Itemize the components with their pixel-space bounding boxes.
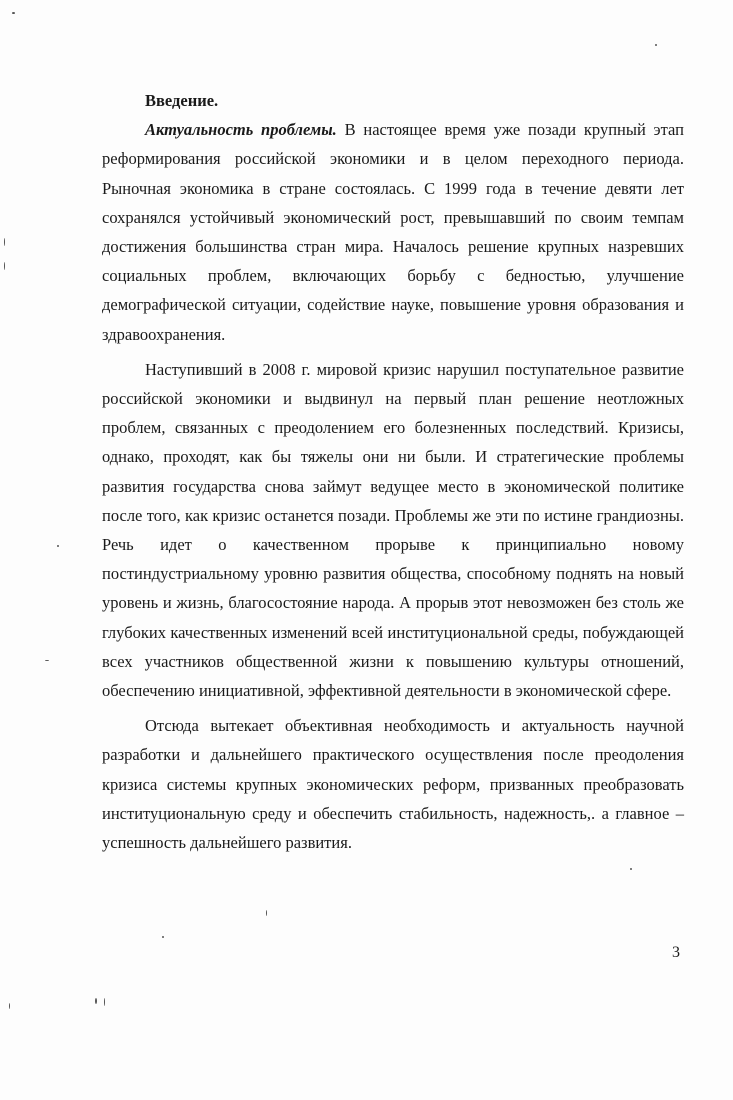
scan-speck bbox=[9, 1003, 10, 1009]
paragraph-lead-phrase: Актуальность проблемы. bbox=[145, 120, 337, 140]
scan-speck bbox=[95, 998, 97, 1004]
scan-speck bbox=[57, 545, 59, 547]
scan-speck bbox=[266, 910, 267, 916]
scan-speck bbox=[630, 868, 632, 870]
paragraph-text: Отсюда вытекает объективная необходимость и актуальность научной разработки и дальнейшего практического осуществления после преодоления кризиса системы крупных экономических реформ, призванных преобразовать институциональную среду и обеспечить стабильность, надежность,. а главное – успешность дальнейшего развития. bbox=[102, 716, 684, 853]
scan-speck bbox=[162, 936, 164, 938]
paragraph-crisis bbox=[102, 355, 684, 705]
scan-speck bbox=[104, 998, 105, 1006]
page-number: 3 bbox=[672, 944, 680, 961]
scan-speck bbox=[12, 12, 15, 14]
scan-speck bbox=[45, 660, 49, 661]
section-heading: Введение. bbox=[145, 91, 219, 110]
scan-speck bbox=[4, 262, 5, 270]
paragraph-text: Наступивший в 2008 г. мировой кризис нарушил поступательное развитие российской экономики и выдвинул на первый план решение неотложных проблем, связанных с преодолением его болезненных последствий. Кризисы, однако, проходят, как бы тяжелы они ни были. И стратегические проблемы развития государства снова займут ведущее место в экономической политике после того, как кризис останется позади. Проблемы же эти по истине грандиозны. Речь идет о качественном прорыве к принципиально новому постиндустриальному уровню развития общества, способному поднять на новый уровень и жизнь, благосостояние народа. А прорыв этот невозможен без столь же глубоких качественных изменений всей институциональной среды, побуждающей всех участников общественной жизни к повышению культуры отношений, обеспечению инициативной, эффективной деятельности в экономической сфере. bbox=[102, 359, 684, 701]
scan-speck bbox=[4, 238, 5, 246]
paragraph-text: В настоящее время уже позади крупный этап реформирования российской экономики и в целом переходного периода. Рыночная экономика в стране состоялась. С 1999 года в течение девяти лет сохранялся устойчивый экономический рост, превышавший по своим темпам достижения большинства стран мира. Началось решение крупных назревших социальных проблем, включающих борьбу с бедностью, улучшение демографической ситуации, содействие науке, повышение уровня образования и здравоохранения. bbox=[102, 120, 684, 344]
paragraph-relevance bbox=[102, 115, 684, 349]
scan-speck bbox=[655, 44, 657, 46]
body-text bbox=[102, 86, 684, 857]
paragraph-conclusion bbox=[102, 711, 684, 857]
